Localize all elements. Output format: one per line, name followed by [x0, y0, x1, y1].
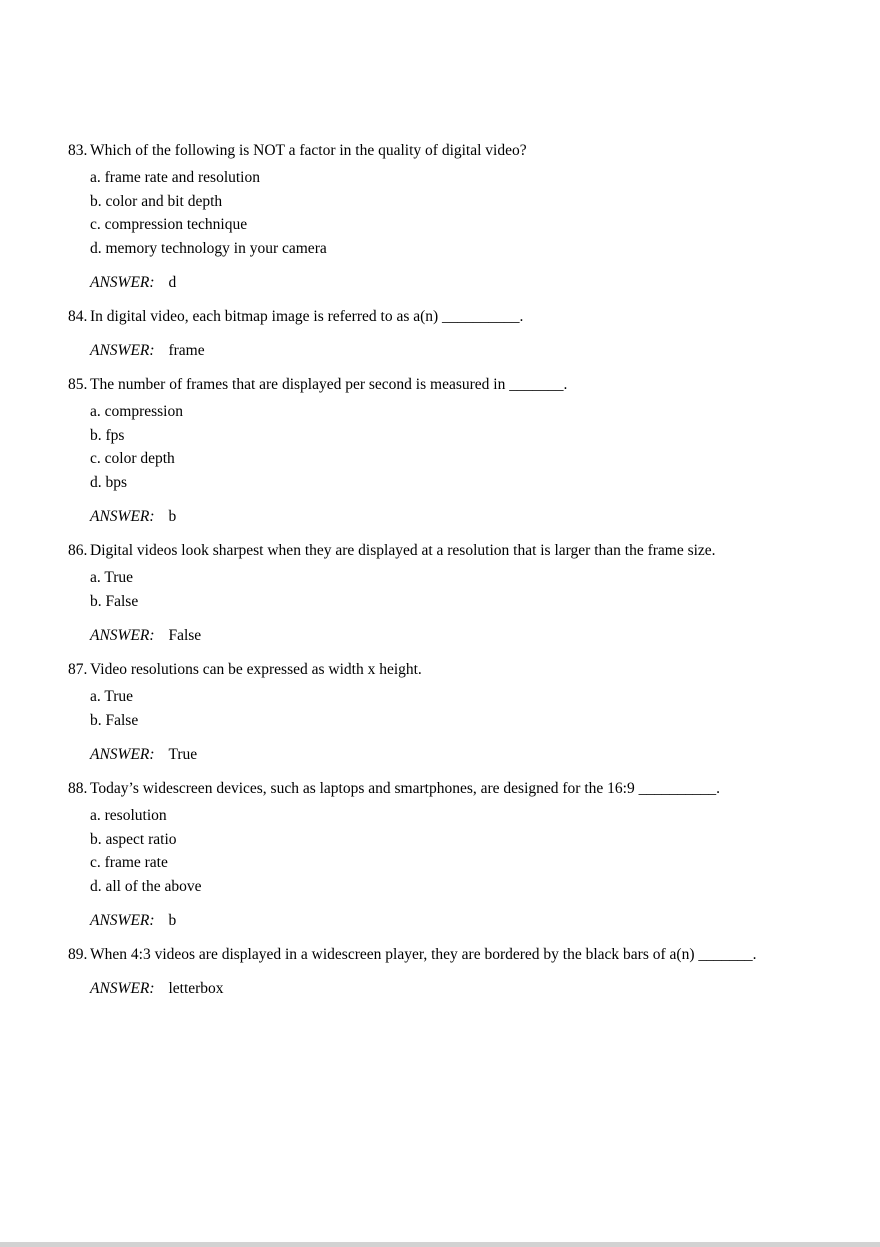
answer-line	[90, 625, 820, 647]
choice: d. all of the above	[90, 877, 202, 895]
answer-value: True	[168, 746, 198, 763]
question-item	[68, 140, 820, 294]
choice: b. fps	[90, 426, 125, 444]
answer-value: b	[168, 912, 177, 929]
choice: d. bps	[90, 473, 128, 491]
choice-list	[90, 566, 820, 613]
choice: a. True	[90, 688, 134, 705]
answer-label: ANSWER:	[90, 627, 155, 644]
question-line	[68, 659, 820, 681]
choice: c. compression technique	[90, 216, 248, 233]
question-line	[68, 374, 820, 396]
question-number: 86.	[68, 542, 88, 559]
answer-value: letterbox	[168, 980, 224, 997]
page-bottom-edge	[0, 1242, 880, 1247]
question-number: 88.	[68, 780, 88, 797]
choice: a. True	[90, 569, 134, 586]
answer-line	[90, 978, 820, 1000]
question-text: Digital videos look sharpest when they are displayed at a resolution that is larger than the frame size.	[90, 542, 716, 559]
choice: b. False	[90, 592, 139, 610]
question-item	[68, 944, 820, 1000]
question-text: Which of the following is NOT a factor in the quality of digital video?	[90, 142, 527, 159]
answer-line	[90, 910, 820, 932]
answer-label: ANSWER:	[90, 980, 155, 997]
answer-line	[90, 506, 820, 528]
answer-label: ANSWER:	[90, 274, 155, 291]
choice: b. False	[90, 711, 139, 729]
choice: b. aspect ratio	[90, 830, 177, 848]
question-number: 89.	[68, 946, 88, 963]
choice-list	[90, 804, 820, 898]
question-line	[68, 540, 820, 562]
answer-label: ANSWER:	[90, 508, 155, 525]
choice: b. color and bit depth	[90, 192, 223, 210]
answer-label: ANSWER:	[90, 912, 155, 929]
choice: d. memory technology in your camera	[90, 239, 327, 257]
question-line	[68, 944, 820, 966]
question-text: The number of frames that are displayed per second is measured in _______.	[90, 376, 568, 393]
answer-label: ANSWER:	[90, 746, 155, 763]
answer-value: frame	[168, 342, 205, 359]
question-text: Today’s widescreen devices, such as laptops and smartphones, are designed for the 16:9 __________.	[90, 780, 720, 797]
choice-list	[90, 400, 820, 494]
answer-value: b	[168, 508, 177, 525]
question-number: 83.	[68, 142, 88, 159]
question-text: Video resolutions can be expressed as width x height.	[90, 661, 422, 678]
choice: c. color depth	[90, 450, 175, 467]
question-line	[68, 306, 820, 328]
answer-line	[90, 272, 820, 294]
question-item	[68, 540, 820, 647]
question-line	[68, 778, 820, 800]
question-number: 87.	[68, 661, 88, 678]
question-line	[68, 140, 820, 162]
choice: a. frame rate and resolution	[90, 169, 260, 186]
choice-list	[90, 166, 820, 260]
question-number: 85.	[68, 376, 88, 393]
question-item	[68, 659, 820, 766]
answer-label: ANSWER:	[90, 342, 155, 359]
choice: c. frame rate	[90, 854, 168, 871]
question-item	[68, 306, 820, 362]
question-item	[68, 374, 820, 528]
question-number: 84.	[68, 308, 88, 325]
choice: a. resolution	[90, 807, 167, 824]
question-text: In digital video, each bitmap image is referred to as a(n) __________.	[90, 308, 524, 325]
answer-value: False	[168, 627, 202, 644]
question-text: When 4:3 videos are displayed in a widescreen player, they are bordered by the black bars of a(n) _______.	[90, 946, 757, 963]
choice: a. compression	[90, 403, 183, 420]
answer-line	[90, 744, 820, 766]
choice-list	[90, 685, 820, 732]
answer-line	[90, 340, 820, 362]
question-item	[68, 778, 820, 932]
answer-value: d	[168, 274, 177, 291]
